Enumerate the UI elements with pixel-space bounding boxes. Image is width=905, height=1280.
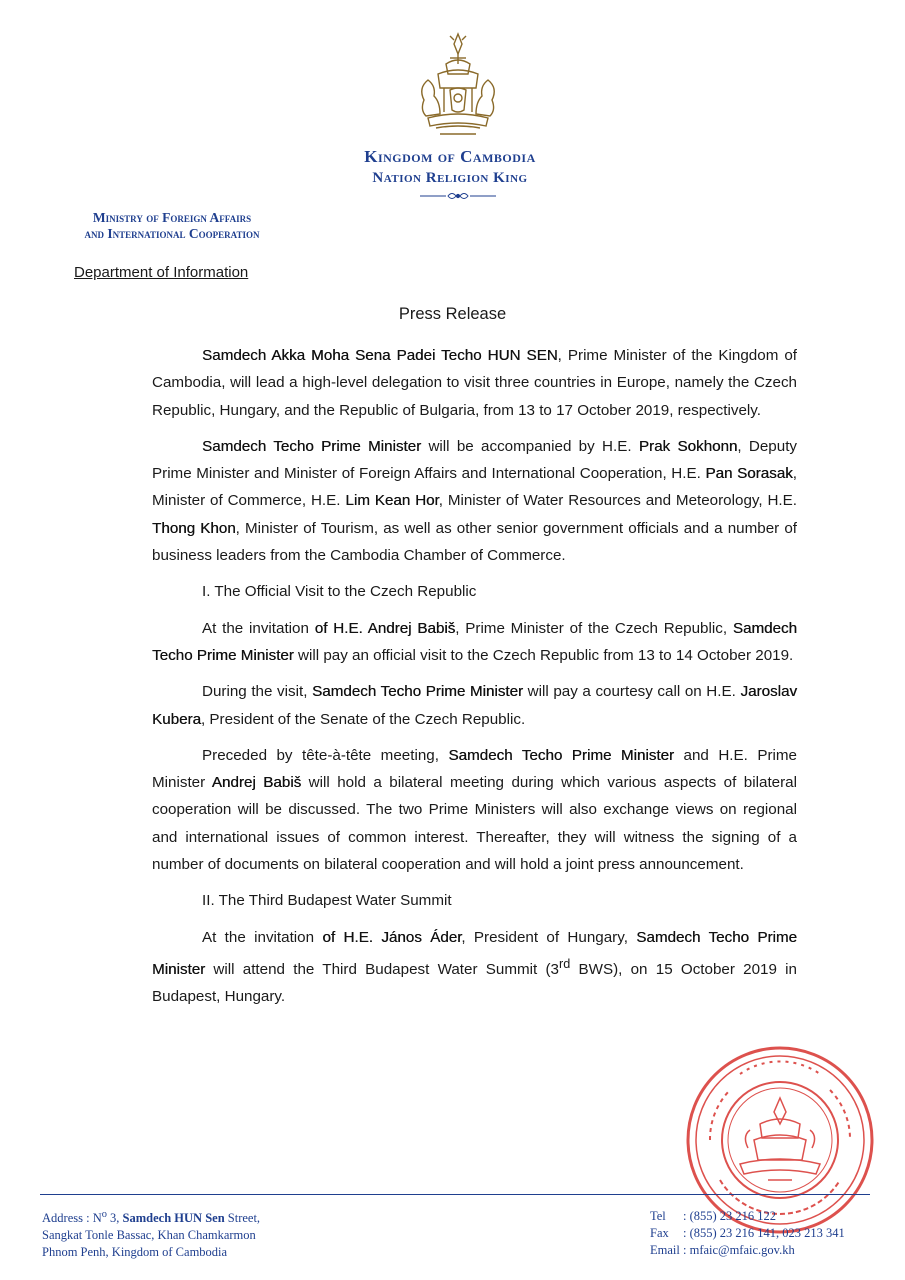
pm-title: Samdech Techo Prime Minister [448, 746, 675, 764]
paragraph-text: will hold a bilateral meeting during which various aspects of bilateral cooperation will be discussed. The two Prime Ministers will also exchange views on regional and international issues of common interest. Thereafter, they will witness the signing of a number of documents on bilateral cooperation and will hold a joint press announcement. [152, 774, 797, 874]
royal-crest-icon [410, 30, 506, 140]
section-heading-czech: I. The Official Visit to the Czech Republic [202, 583, 477, 601]
paragraph-text: Preceded by tête-à-tête meeting, [202, 746, 449, 764]
official-name: Thong Khon [152, 519, 236, 537]
address-line-2: Sangkat Tonle Bassac, Khan Chamkarmon [42, 1228, 256, 1243]
paragraph-text: , Minister of Commerce, H.E. [152, 465, 797, 510]
official-name: of H.E. János Áder [322, 928, 462, 946]
tel-row [650, 1208, 845, 1225]
paragraph-text: BWS), on 15 October 2019 in Budapest, Hungary. [152, 961, 798, 1006]
paragraph-text: , Prime Minister of the Czech Republic, [455, 619, 733, 637]
pm-title: Samdech Techo Prime Minister [152, 619, 797, 664]
email-row [650, 1242, 845, 1259]
official-name: Prak Sokhonn [638, 437, 738, 455]
document-title: Press Release [398, 305, 507, 323]
street-suffix: Street, [224, 1211, 261, 1226]
address-line-1 [42, 1206, 260, 1227]
section-heading-budapest: II. The Third Budapest Water Summit [202, 892, 452, 910]
paragraph-text: , Minister of Water Resources and Meteorology, H.E. [438, 492, 798, 510]
address-line-3: Phnom Penh, Kingdom of Cambodia [42, 1245, 228, 1260]
paragraph-text: At the invitation [202, 619, 315, 637]
paragraph-bilateral-meeting [152, 742, 797, 878]
paragraph-text: , President of the Senate of the Czech Republic. [200, 710, 526, 728]
official-name: Jaroslav Kubera [152, 683, 797, 728]
kingdom-heading [300, 146, 600, 188]
official-name: of H.E. Andrej Babiš [314, 619, 456, 637]
paragraph-text: During the visit, [202, 683, 313, 701]
fax-label: Fax [650, 1226, 669, 1240]
paragraph-text: will pay an official visit to the Czech Republic from 13 to 14 October 2019. [293, 646, 794, 664]
paragraph-czech-invitation [152, 615, 797, 670]
address-number: 3, [106, 1211, 123, 1226]
paragraph-budapest-summit [152, 924, 797, 1011]
paragraph-intro [152, 342, 797, 424]
email-label: Email [650, 1243, 680, 1257]
ordinal-suffix: rd [558, 956, 571, 971]
fax-value: : (855) 23 216 141, 023 213 341 [683, 1226, 845, 1240]
paragraph-text: and H.E. Prime Minister [152, 746, 797, 792]
ministry-line-2: and International Cooperation [84, 226, 260, 241]
footer-divider [40, 1194, 870, 1195]
pm-title: Samdech Techo Prime Minister [202, 437, 422, 455]
official-name: Andrej Babiš [211, 774, 302, 792]
ministry-line-1: Ministry of Foreign Affairs [92, 210, 252, 225]
kingdom-name: Kingdom of Cambodia [364, 147, 536, 166]
fax-row [650, 1225, 845, 1242]
pm-title: Samdech Techo Prime Minister [312, 683, 524, 701]
paragraph-text: , Prime Minister of the Kingdom of Cambodia, will lead a high-level delegation to visit three countries in Europe, namely the Czech Republic, Hungary, and the Republic of Bulgaria, from 13 to 17 October 2019, respectively. [152, 347, 798, 419]
department-name: Department of Information [74, 264, 249, 281]
footer-address [42, 1206, 260, 1261]
paragraph-text: , Deputy Prime Minister and Minister of Foreign Affairs and International Cooperation, H.E. [152, 437, 798, 483]
prime-minister-name: Samdech Akka Moha Sena Padei Techo HUN SEN [202, 347, 558, 364]
street-name: Samdech HUN Sen [122, 1211, 225, 1226]
press-release-body [152, 342, 797, 1020]
number-superscript: o [101, 1209, 107, 1220]
footer-contacts [650, 1208, 845, 1259]
pm-title: Samdech Techo Prime Minister [152, 928, 797, 978]
paragraph-text: will pay a courtesy call on H.E. [523, 683, 741, 701]
tel-label: Tel [650, 1209, 666, 1223]
national-motto: Nation Religion King [372, 170, 528, 186]
tel-value: : (855) 23 216 122 [683, 1209, 777, 1223]
paragraph-text: At the invitation [202, 928, 323, 946]
paragraph-courtesy-call [152, 678, 797, 733]
paragraph-delegation [152, 433, 797, 569]
ministry-name [42, 210, 302, 242]
paragraph-text: will attend the Third Budapest Water Summit (3 [205, 961, 559, 978]
paragraph-text: , President of Hungary, [461, 928, 637, 946]
paragraph-text: will be accompanied by H.E. [421, 437, 639, 455]
address-label: Address : N [42, 1211, 102, 1226]
official-name: Pan Sorasak [705, 465, 793, 483]
ornament-divider-icon [418, 190, 498, 202]
official-name: Lim Kean Hor [345, 492, 439, 510]
paragraph-text: , Minister of Tourism, as well as other senior government officials and a number of business leaders from the Cambodia Chamber of Commerce. [152, 519, 797, 565]
email-value: : mfaic@mfaic.gov.kh [683, 1243, 795, 1257]
